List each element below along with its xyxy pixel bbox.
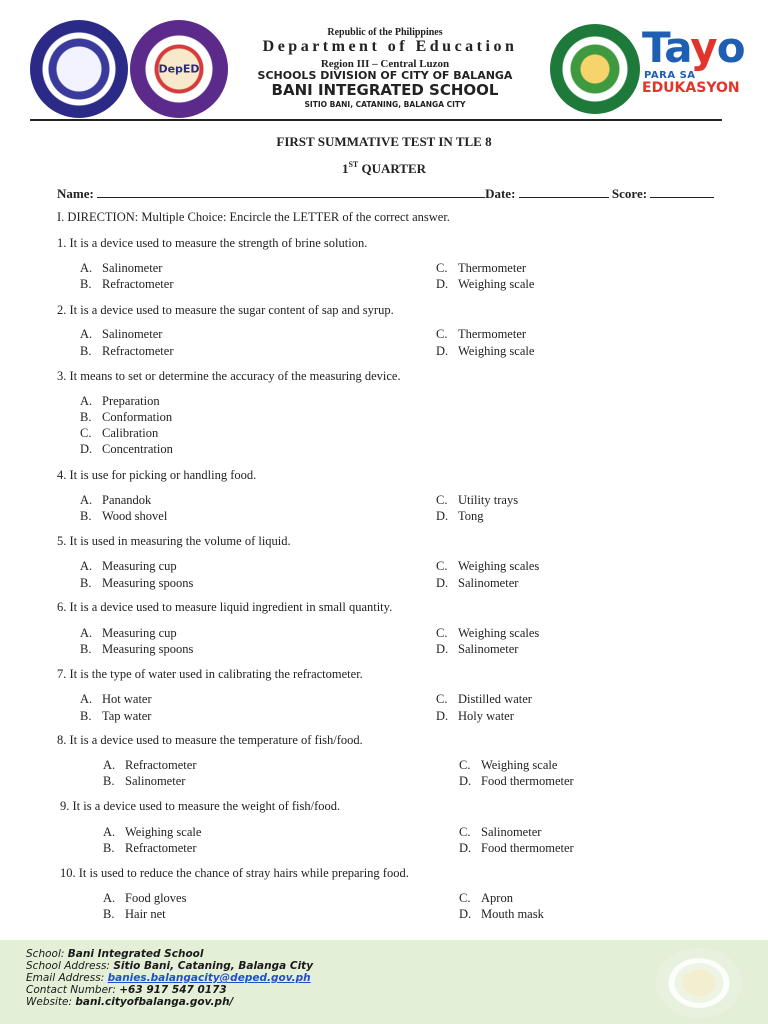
option-c[interactable]: C. Calibration	[80, 426, 159, 440]
question-text: 1. It is a device used to measure the strength of brine solution.	[57, 236, 368, 250]
score-label: Score:	[611, 186, 648, 201]
tayo-wordmark: Tayo	[642, 23, 745, 72]
footer-address: School Address: Sitio Bani, Cataning, Balanga City	[26, 960, 314, 972]
division-seal-icon	[130, 20, 228, 118]
quarter-label: 1ST QUARTER	[341, 160, 427, 176]
option-a[interactable]: A. Measuring cup	[80, 626, 177, 640]
question-text: 4. It is use for picking or handling food.	[57, 468, 257, 482]
option-d[interactable]: D. Weighing scale	[436, 344, 535, 358]
division-text: SCHOOLS DIVISION OF CITY OF BALANGA	[257, 69, 513, 82]
option-d[interactable]: D. Mouth mask	[459, 907, 544, 921]
option-d[interactable]: D. Food thermometer	[459, 774, 574, 788]
option-d[interactable]: D. Salinometer	[436, 642, 519, 656]
option-d[interactable]: D. Food thermometer	[459, 841, 574, 855]
option-b[interactable]: B. Refractometer	[103, 841, 197, 855]
footer-contact-info	[26, 948, 313, 1008]
option-b[interactable]: B. Refractometer	[80, 277, 174, 291]
option-d[interactable]: D. Concentration	[80, 442, 173, 456]
option-a[interactable]: A. Weighing scale	[103, 825, 202, 839]
option-d[interactable]: D. Tong	[436, 509, 484, 523]
question-text: 3. It means to set or determine the accuracy of the measuring device.	[57, 369, 401, 383]
option-c[interactable]: C. Utility trays	[436, 493, 519, 507]
name-date-score-line	[57, 186, 714, 202]
option-b[interactable]: B. Conformation	[80, 410, 173, 424]
question-text: 7. It is the type of water used in calibrating the refractometer.	[57, 667, 363, 681]
school-address: SITIO BANI, CATANING, BALANGA CITY	[304, 100, 466, 109]
option-d[interactable]: D. Weighing scale	[436, 277, 535, 291]
republic-text: Republic of the Philippines	[327, 27, 443, 38]
option-a[interactable]: A. Hot water	[80, 692, 152, 706]
option-a[interactable]: A. Measuring cup	[80, 559, 177, 573]
question-text: 10. It is used to reduce the chance of stray hairs while preparing food.	[60, 866, 409, 880]
department-title: Department of Education	[262, 38, 518, 55]
footer-school: School: Bani Integrated School	[26, 948, 204, 960]
division-seal-text: DepED	[158, 62, 200, 76]
name-label: Name:	[57, 186, 94, 201]
footer	[0, 940, 768, 1024]
date-label: Date:	[485, 186, 516, 201]
school-seal-watermark-icon	[656, 948, 742, 1018]
test-title: FIRST SUMMATIVE TEST IN TLE 8	[276, 134, 492, 149]
option-b[interactable]: B. Tap water	[80, 709, 152, 723]
option-b[interactable]: B. Measuring spoons	[80, 642, 194, 656]
option-c[interactable]: C. Salinometer	[459, 825, 542, 839]
tayo-subtitle-1: PARA SA	[644, 70, 696, 81]
deped-seal-icon	[30, 20, 128, 118]
email-link[interactable]: banies.balangacity@deped.gov.ph	[107, 972, 311, 984]
footer-contact: Contact Number: +63 917 547 0173	[26, 984, 227, 996]
option-c[interactable]: C. Distilled water	[436, 692, 532, 706]
option-b[interactable]: B. Measuring spoons	[80, 576, 194, 590]
option-c[interactable]: C. Weighing scale	[459, 758, 558, 772]
school-name: BANI INTEGRATED SCHOOL	[271, 81, 499, 99]
option-c[interactable]: C. Apron	[459, 891, 513, 905]
question-text: 5. It is used in measuring the volume of liquid.	[57, 534, 291, 548]
question-text: 2. It is a device used to measure the sugar content of sap and syrup.	[57, 303, 394, 317]
option-c[interactable]: C. Thermometer	[436, 327, 527, 341]
question-text: 9. It is a device used to measure the weight of fish/food.	[60, 799, 341, 813]
option-a[interactable]: A. Panandok	[80, 493, 152, 507]
question-text: 8. It is a device used to measure the temperature of fish/food.	[57, 733, 363, 747]
option-b[interactable]: B. Wood shovel	[80, 509, 168, 523]
date-blank[interactable]	[519, 186, 609, 198]
footer-website: Website: bani.cityofbalanga.gov.ph/	[26, 996, 234, 1008]
option-b[interactable]: B. Salinometer	[103, 774, 186, 788]
score-blank[interactable]	[650, 186, 714, 198]
option-a[interactable]: A. Refractometer	[103, 758, 197, 772]
region-text: Region III – Central Luzon	[320, 58, 450, 70]
website-link[interactable]: bani.cityofbalanga.gov.ph/	[75, 996, 234, 1008]
option-b[interactable]: B. Hair net	[103, 907, 166, 921]
question-text: 6. It is a device used to measure liquid ingredient in small quantity.	[57, 600, 393, 614]
footer-email: Email Address: banies.balangacity@deped.gov.ph	[26, 972, 311, 984]
option-d[interactable]: D. Holy water	[436, 709, 514, 723]
option-b[interactable]: B. Refractometer	[80, 344, 174, 358]
option-d[interactable]: D. Salinometer	[436, 576, 519, 590]
option-a[interactable]: A. Preparation	[80, 394, 160, 408]
option-a[interactable]: A. Salinometer	[80, 327, 163, 341]
tayo-logo	[642, 23, 760, 98]
option-c[interactable]: C. Thermometer	[436, 261, 527, 275]
option-c[interactable]: C. Weighing scales	[436, 626, 540, 640]
name-blank[interactable]	[97, 186, 485, 198]
header-divider	[30, 119, 722, 121]
direction-text: I. DIRECTION: Multiple Choice: Encircle the LETTER of the correct answer.	[57, 210, 450, 224]
school-seal-icon	[550, 24, 640, 114]
option-a[interactable]: A. Salinometer	[80, 261, 163, 275]
option-c[interactable]: C. Weighing scales	[436, 559, 540, 573]
tayo-subtitle-2: EDUKASYON	[642, 80, 740, 96]
option-a[interactable]: A. Food gloves	[103, 891, 187, 905]
